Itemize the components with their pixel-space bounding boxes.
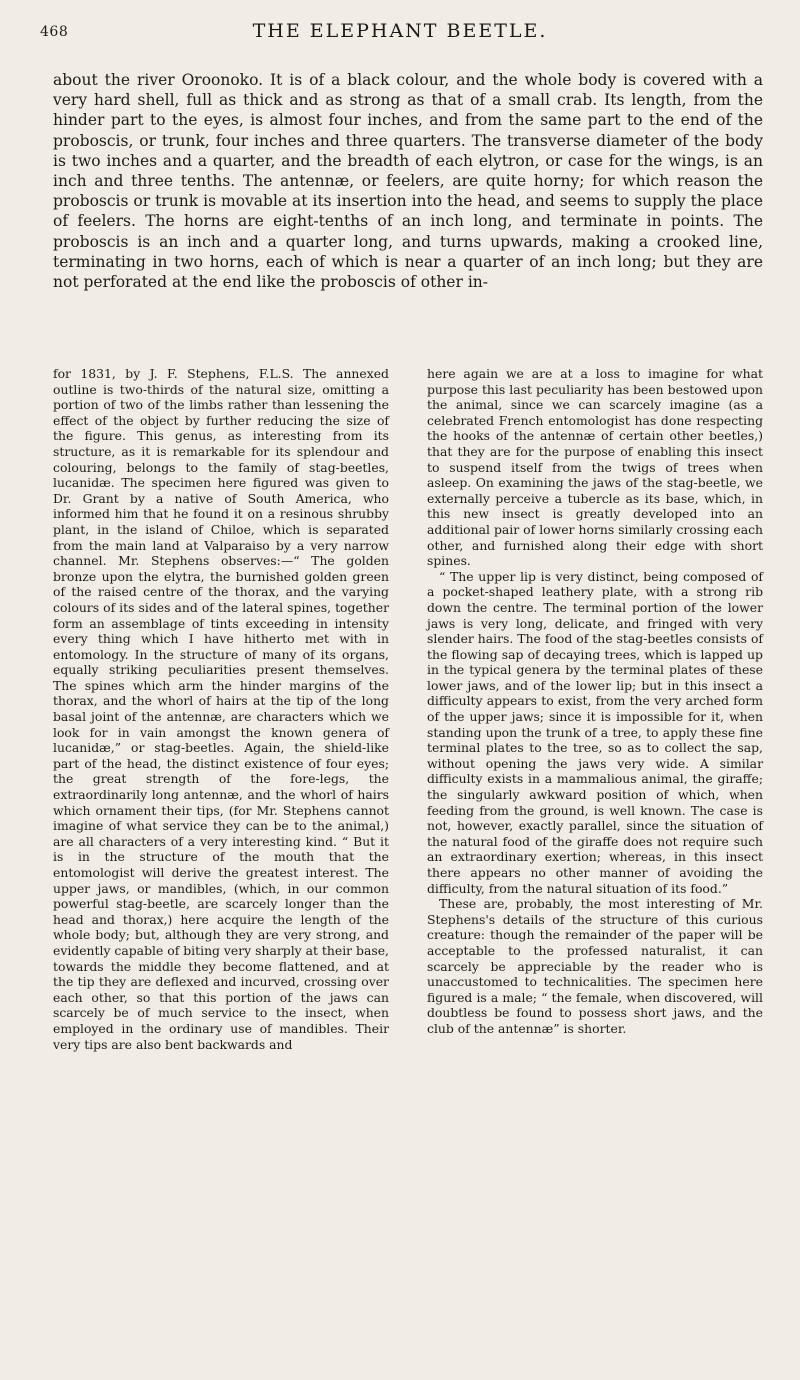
- running-title: THE ELEPHANT BEETLE.: [252, 20, 548, 42]
- page-number: 468: [40, 24, 69, 40]
- right-paragraph: here again we are at a loss to imagine for what purpose this last peculiarity has been bestowed upon the animal, since we can scarcely imagine (as a celebrated French entomologist has done respecting the hooks of the antennæ of certain other beetles,) that they are for the purpose of enabling this insect to suspend itself from the twigs of trees when asleep. On examining the jaws of the stag-beetle, we externally perceive a tubercle as its base, which, in this new insect is greatly developed into an additional pair of lower horns similarly crossing each other, and furnished along their edge with short spines.: [427, 366, 763, 569]
- right-paragraph: “ The upper lip is very distinct, being composed of a pocket-shaped leathery plate, with a strong rib down the centre. The terminal portion of the lower jaws is very long, delicate, and fringed with very slender hairs. The food of the stag-beetles consists of the flowing sap of decaying trees, which is lapped up in the typical genera by the terminal plates of these lower jaws, and of the lower lip; but in this insect a difficulty appears to exist, from the very arched form of the upper jaws; since it is impossible for it, when standing upon the trunk of a tree, to apply these fine terminal plates to the tree, so as to collect the sap, without opening the jaws very wide. A similar difficulty exists in a mammalious animal, the giraffe; the singularly awkward position of which, when feeding from the ground, is well known. The case is not, however, exactly parallel, since the situation of the natural food of the giraffe does not require such an extraordinary exertion; whereas, in this insect there appears no other manner of avoiding the difficulty, from the natural situation of its food.”: [427, 568, 763, 896]
- left-column: [53, 366, 389, 1052]
- intro-paragraph: about the river Oroonoko. It is of a black colour, and the whole body is covered with a very hard shell, full as thick and as strong as that of a small crab. Its length, from the hinder part to the eyes, is almost four inches, and from the same part to the end of the proboscis, or trunk, four inches and three quarters. The transverse diameter of the body is two inches and a quarter, and the breadth of each elytron, or case for the wings, is an inch and three tenths. The antennæ, or feelers, are quite horny; for which reason the proboscis or trunk is movable at its insertion into the head, and seems to supply the place of feelers. The horns are eight-tenths of an inch long, and terminate in points. The proboscis is an inch and a quarter long, and turns upwards, making a crooked line, terminating in two horns, each of which is near a quarter of an inch long; but they are not perforated at the end like the proboscis of other in-: [53, 71, 763, 292]
- right-paragraph: These are, probably, the most interesting of Mr. Stephens's details of the structure of this curious creature: though the remainder of the paper will be acceptable to the professed naturalist, it can scarcely be appreciable by the reader who is unaccustomed to technicalities. The specimen here figured is a male; “ the female, when discovered, will doubtless be found to possess short jaws, and the club of the antennæ” is shorter.: [427, 896, 763, 1036]
- right-column: [427, 366, 763, 1037]
- left-paragraph: for 1831, by J. F. Stephens, F.L.S. The annexed outline is two-thirds of the natural size, omitting a portion of two of the limbs rather than lessening the effect of the object by further reducing the size of the figure. This genus, as interesting from its structure, as it is remarkable for its splendour and colouring, belongs to the family of stag-beetles, lucanidæ. The specimen here figured was given to Dr. Grant by a native of South America, who informed him that he found it on a resinous shrubby plant, in the island of Chiloe, which is separated from the main land at Valparaiso by a very narrow channel. Mr. Stephens observes:—“ The golden bronze upon the elytra, the burnished golden green of the raised centre of the thorax, and the varying colours of its sides and of the lateral spines, together form an assemblage of tints exceeding in intensity every thing which I have hitherto met with in entomology. In the structure of many of its organs, equally striking peculiarities present themselves. The spines which arm the hinder margins of the thorax, and the whorl of hairs at the tip of the long basal joint of the antennæ, are characters which we look for in vain amongst the known genera of lucanidæ,” or stag-beetles. Again, the shield-like part of the head, the distinct existence of four eyes; the great strength of the fore-legs, the extraordinarily long antennæ, and the whorl of hairs which ornament their tips, (for Mr. Stephens cannot imagine of what service they can be to the animal,) are all characters of a very interesting kind. “ But it is in the structure of the mouth that the entomologist will derive the greatest interest. The upper jaws, or mandibles, (which, in our common powerful stag-beetle, are scarcely longer than the head and thorax,) here acquire the length of the whole body; but, although they are very strong, and evidently capable of biting very sharply at their base, towards the middle they become flattened, and at the tip they are deflexed and incurved, crossing over each other, so that this portion of the jaws can scarcely be of much service to the insect, when employed in the ordinary use of mandibles. Their very tips are also bent backwards and: [53, 366, 389, 1052]
- page-header: [40, 18, 760, 50]
